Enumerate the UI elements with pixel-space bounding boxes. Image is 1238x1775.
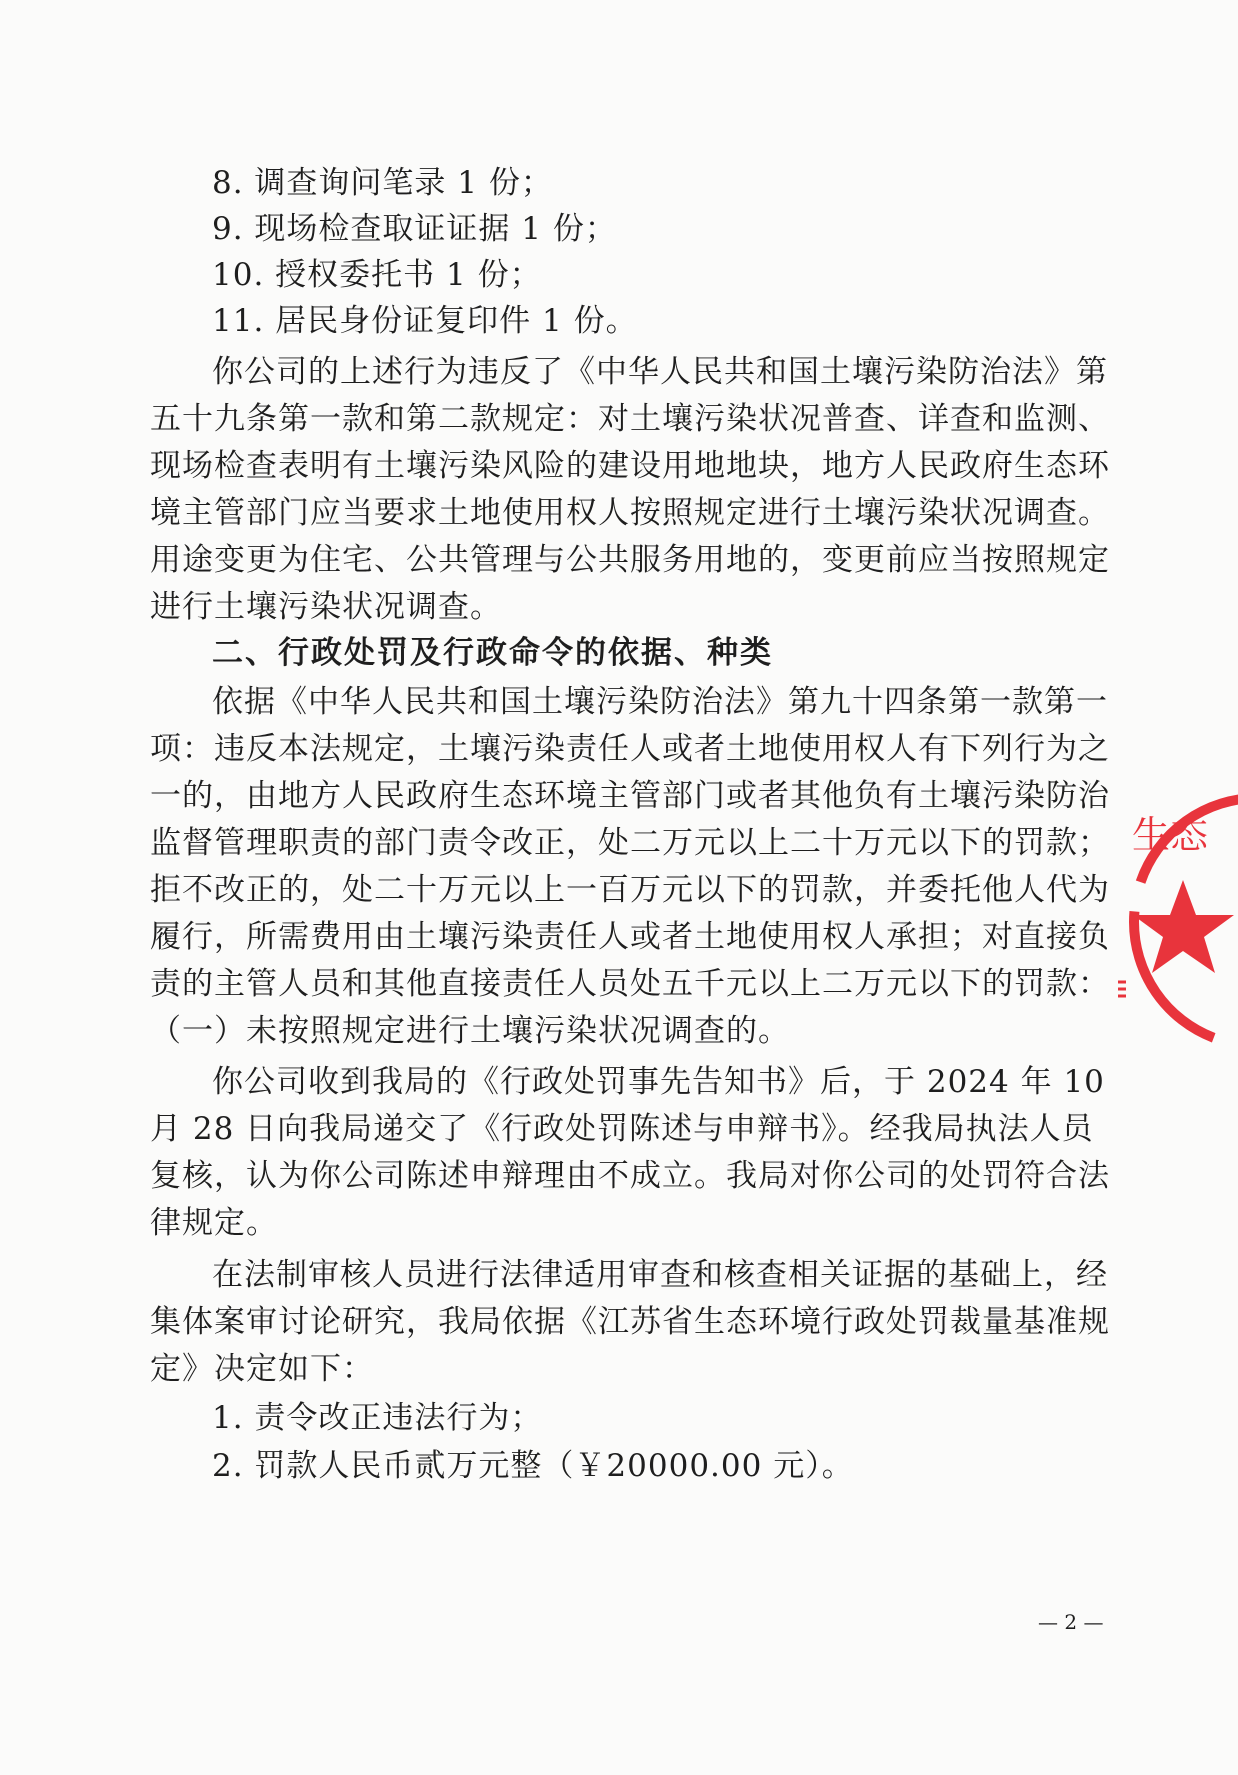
statement-line: 律规定。 xyxy=(150,1205,278,1241)
basis-line: 拒不改正的，处二十万元以上一百万元以下的罚款，并委托他人代为 xyxy=(150,872,1110,908)
violation-line: 境主管部门应当要求土地使用权人按照规定进行土壤污染状况调查。 xyxy=(150,495,1110,531)
decision-item-2: 2. 罚款人民币贰万元整（￥20000.00 元）。 xyxy=(212,1448,854,1484)
evidence-item-9: 9. 现场检查取证证据 1 份； xyxy=(212,211,617,247)
violation-line: 现场检查表明有土壤污染风险的建设用地地块，地方人民政府生态环 xyxy=(150,448,1110,484)
evidence-item-11: 11. 居民身份证复印件 1 份。 xyxy=(212,303,638,339)
review-line: 集体案审讨论研究，我局依据《江苏省生态环境行政处罚裁量基准规 xyxy=(150,1304,1110,1340)
basis-line: 监督管理职责的部门责令改正，处二万元以上二十万元以下的罚款； xyxy=(150,825,1110,861)
evidence-item-8: 8. 调查询问笔录 1 份； xyxy=(212,165,553,201)
review-line: 定》决定如下： xyxy=(150,1351,374,1387)
basis-line: 履行，所需费用由土壤污染责任人或者土地使用权人承担；对直接负 xyxy=(150,919,1110,955)
statement-line: 你公司收到我局的《行政处罚事先告知书》后，于 2024 年 10 xyxy=(212,1064,1105,1100)
section-heading: 二、行政处罚及行政命令的依据、种类 xyxy=(212,635,773,671)
basis-line: 项：违反本法规定，土壤污染责任人或者土地使用权人有下列行为之 xyxy=(150,731,1110,767)
basis-line: 一的，由地方人民政府生态环境主管部门或者其他负有土壤污染防治 xyxy=(150,778,1110,814)
evidence-item-10: 10. 授权委托书 1 份； xyxy=(212,257,542,293)
page-number: — 2 — xyxy=(1038,1610,1104,1634)
violation-line: 五十九条第一款和第二款规定：对土壤污染状况普查、详查和监测、 xyxy=(150,401,1110,437)
statement-line: 复核，认为你公司陈述申辩理由不成立。我局对你公司的处罚符合法 xyxy=(150,1158,1110,1194)
review-line: 在法制审核人员进行法律适用审查和核查相关证据的基础上，经 xyxy=(212,1257,1108,1293)
statement-line: 月 28 日向我局递交了《行政处罚陈述与申辩书》。经我局执法人员 xyxy=(150,1111,1094,1147)
violation-line: 用途变更为住宅、公共管理与公共服务用地的，变更前应当按照规定 xyxy=(150,542,1110,578)
violation-line: 进行土壤污染状况调查。 xyxy=(150,589,502,625)
basis-line: 责的主管人员和其他直接责任人员处五千元以上二万元以下的罚款： xyxy=(150,966,1110,1002)
decision-item-1: 1. 责令改正违法行为； xyxy=(212,1400,543,1436)
basis-line: 依据《中华人民共和国土壤污染防治法》第九十四条第一款第一 xyxy=(212,684,1108,720)
seal-star-icon xyxy=(1133,880,1234,973)
seal-text: 生态 xyxy=(1132,813,1209,857)
basis-line: （一）未按照规定进行土壤污染状况调查的。 xyxy=(150,1013,790,1049)
official-seal xyxy=(1108,790,1238,1050)
violation-line: 你公司的上述行为违反了《中华人民共和国土壤污染防治法》第 xyxy=(212,354,1108,390)
